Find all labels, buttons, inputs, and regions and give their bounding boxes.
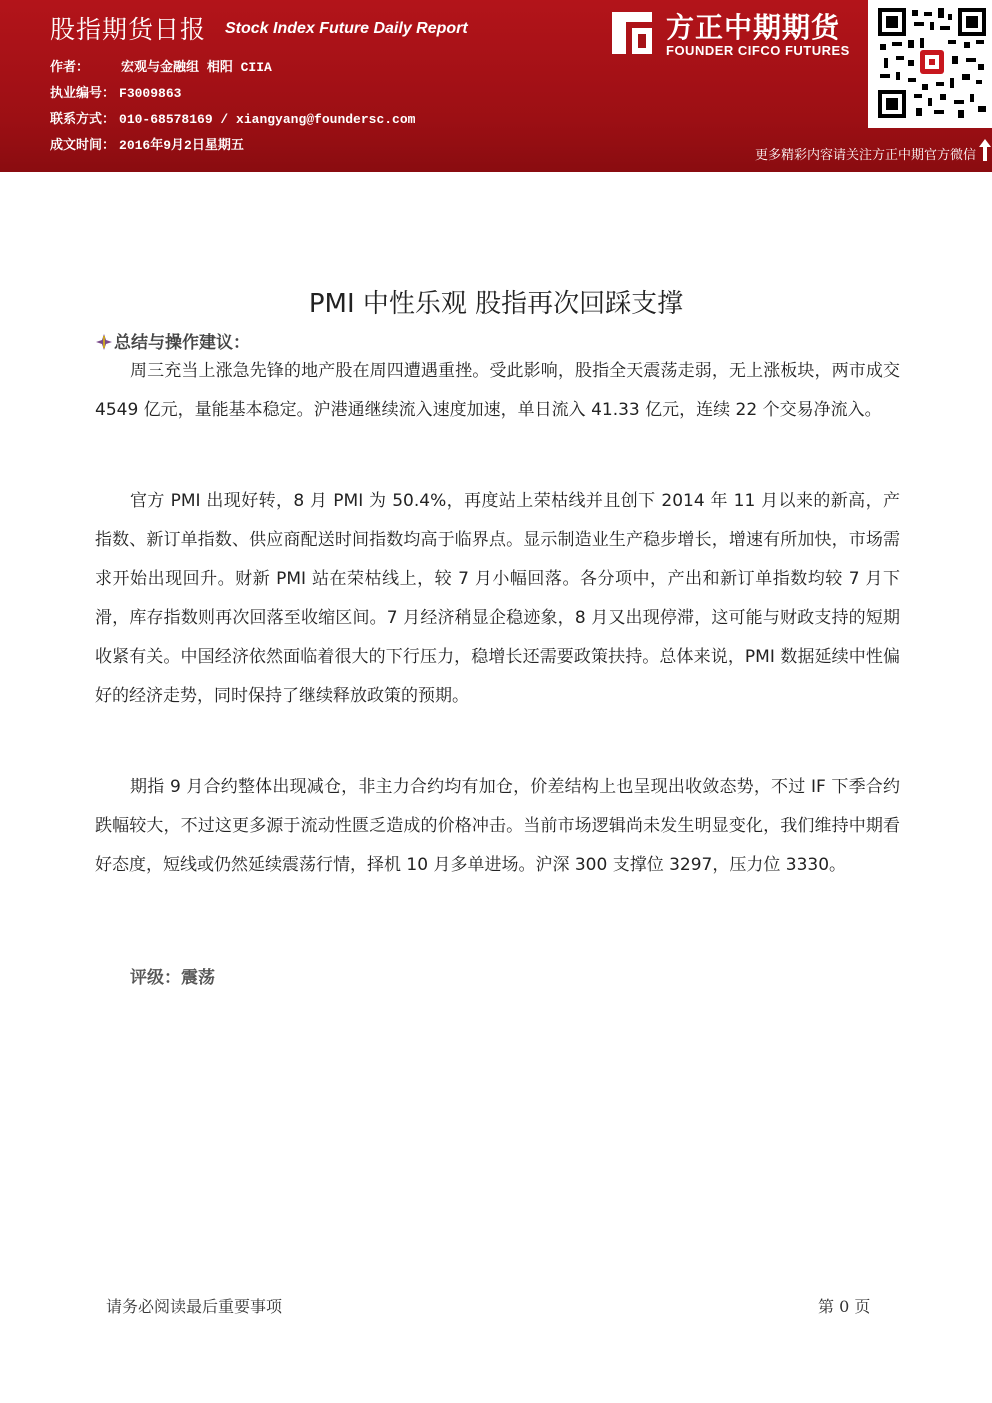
contact-line: [50, 108, 415, 127]
paragraph-1: 周三充当上涨急先锋的地产股在周四遭遇重挫。受此影响，股指全天震荡走弱，无上涨板块，两市成交 4549 亿元，量能基本稳定。沪港通继续流入速度加速，单日流入 41.33 亿元，连续 22 个交易净流入。: [95, 361, 900, 420]
author-value: 宏观与金融组 相阳 CIIA: [121, 60, 272, 75]
rating: 评级：震荡: [130, 968, 215, 988]
license-line: [50, 82, 181, 101]
report-subtitle: Stock Index Future Daily Report: [225, 20, 468, 37]
section-heading: [96, 328, 250, 353]
date-value: 2016年9月2日星期五: [119, 138, 244, 153]
document-title: PMI 中性乐观 股指再次回踩支撑: [308, 289, 684, 319]
footer-notice: 请务必阅读最后重要事项: [106, 1297, 283, 1316]
founder-logo-mark-icon: [608, 8, 656, 58]
arrow-up-icon: [978, 138, 992, 162]
date-label: 成文时间：: [50, 138, 116, 153]
logo-english-name: FOUNDER CIFCO FUTURES: [666, 43, 850, 58]
report-title: 股指期货日报: [50, 15, 207, 44]
page-number: 第 0 页: [818, 1297, 871, 1316]
paragraph-2: 官方 PMI 出现好转，8 月 PMI 为 50.4%，再度站上荣枯线并且创下 2014 年 11 月以来的新高，产指数、新订单指数、供应商配送时间指数均高于临界点。显示制造业生产稳步增长，增速有所加快，市场需求开始出现回升。财新 PMI 站在荣枯线上，较 7 月小幅回落。各分项中，产出和新订单指数均较 7 月下滑，库存指数则再次回落至收缩区间。7 月经济稍显企稳迹象，8 月又出现停滞，这可能与财政支持的短期收紧有关。中国经济依然面临着很大的下行压力，稳增长还需要政策扶持。总体来说，PMI 数据延续中性偏好的经济走势，同时保持了继续释放政策的预期。: [95, 491, 900, 706]
report-header: [0, 0, 992, 172]
company-logo: [608, 8, 863, 60]
paragraph-3: 期指 9 月合约整体出现减仓，非主力合约均有加仓，价差结构上也呈现出收敛态势，不过 IF 下季合约跌幅较大，不过这更多源于流动性匮乏造成的价格冲击。当前市场逻辑尚未发生明显变化，我们维持中期看好态度，短线或仍然延续震荡行情，择机 10 月多单进场。沪深 300 支撑位 3297，压力位 3330。: [95, 777, 900, 875]
contact-label: 联系方式：: [50, 112, 116, 127]
license-value: F3009863: [119, 86, 182, 101]
date-line: [50, 134, 244, 153]
diamond-bullet-icon: [96, 334, 112, 350]
license-label: 执业编号：: [50, 86, 116, 101]
wechat-qr-code: [868, 0, 992, 128]
logo-chinese-name: 方正中期期货: [666, 11, 841, 44]
section-heading-text: 总结与操作建议：: [114, 333, 250, 353]
wechat-follow-note: 更多精彩内容请关注方正中期官方微信: [754, 148, 976, 163]
qr-code-icon: [878, 8, 986, 118]
author-line: [50, 56, 272, 75]
author-label: 作者：: [50, 60, 90, 75]
contact-value: 010-68578169 / xiangyang@foundersc.com: [119, 112, 416, 127]
